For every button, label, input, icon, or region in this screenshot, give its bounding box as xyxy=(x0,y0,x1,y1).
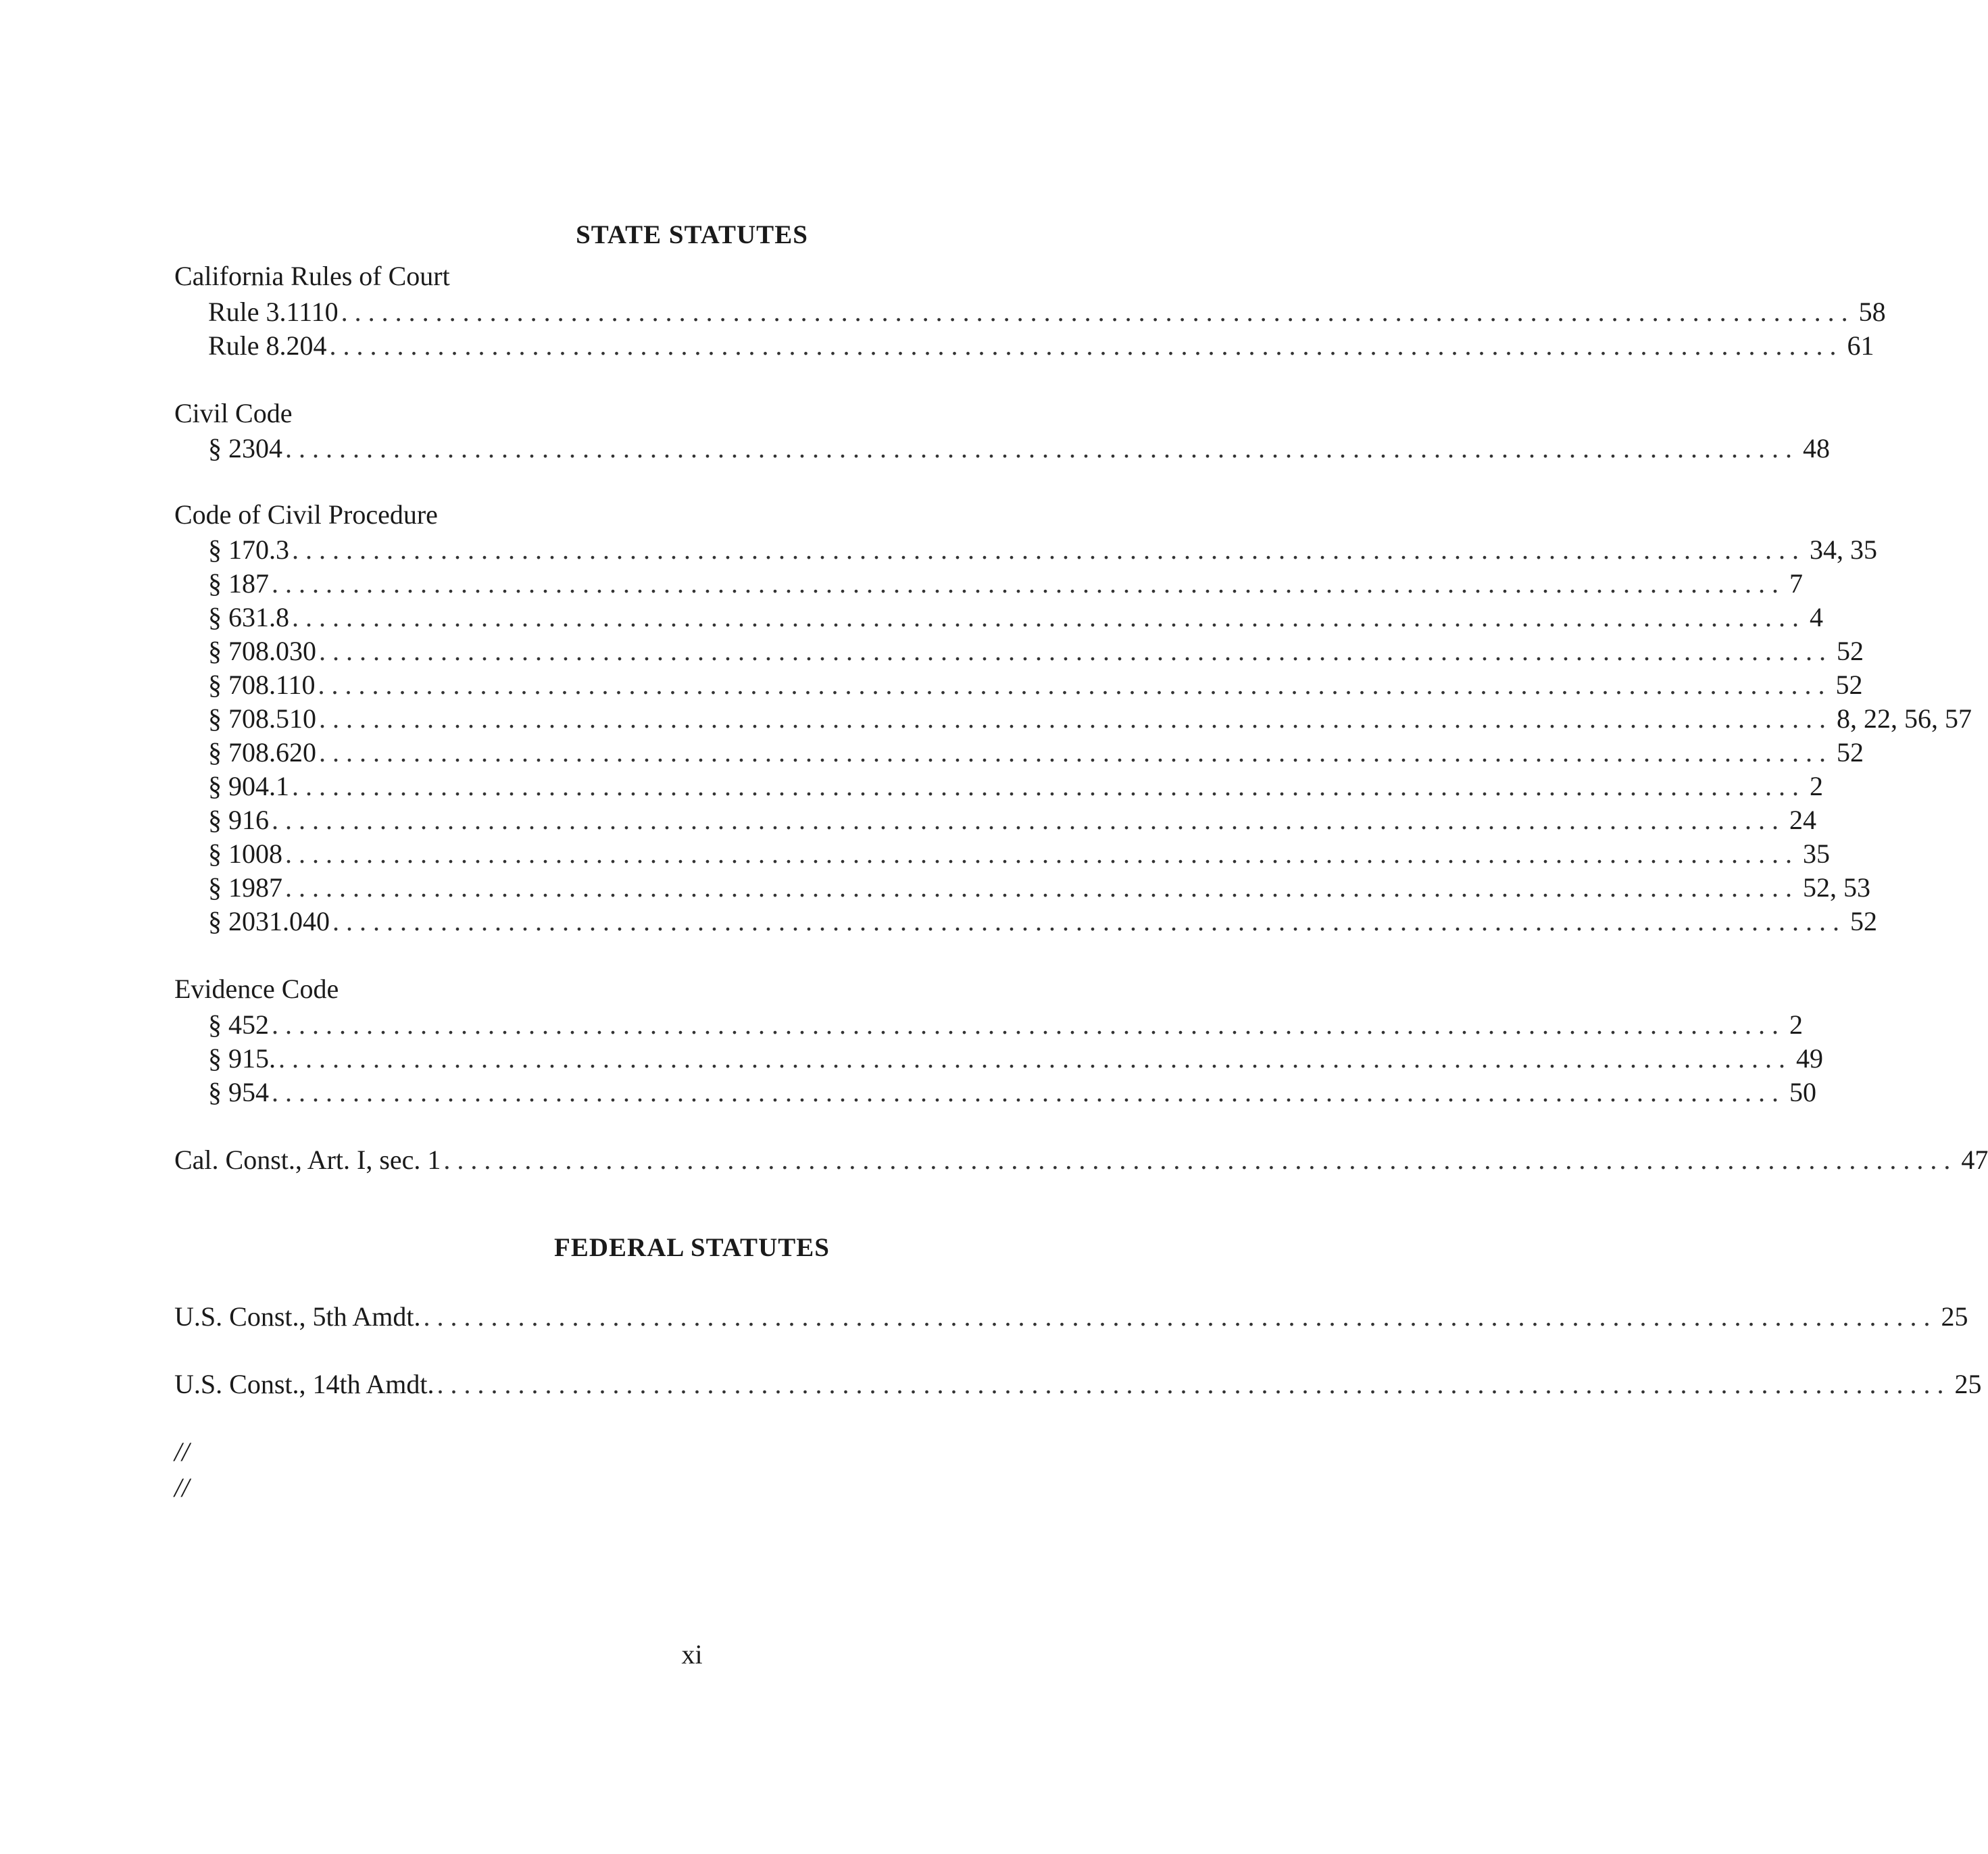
entry-label: § 708.030 xyxy=(208,636,316,666)
leader-dots: ................................................................................................................ xyxy=(443,1145,1958,1175)
toc-entry xyxy=(208,601,1823,633)
toc-entry xyxy=(174,1301,1968,1332)
toc-entry xyxy=(208,432,1830,464)
entry-label: Rule 8.204 xyxy=(208,330,327,361)
leader-dots: ................................................................................................................ xyxy=(329,330,1843,361)
toc-entry xyxy=(208,804,1816,836)
entry-pages: 7 xyxy=(1789,568,1803,599)
entry-label: § 708.110 xyxy=(208,670,316,700)
entry-pages: 35 xyxy=(1803,838,1830,869)
leader-dots: ................................................................................................................ xyxy=(292,602,1806,632)
toc-entry xyxy=(174,1144,1988,1176)
leader-dots: ................................................................................................................ xyxy=(272,1077,1785,1107)
group-title-evidence: Evidence Code xyxy=(174,974,339,1004)
toc-entry xyxy=(208,1043,1823,1074)
toc-entry xyxy=(208,635,1864,667)
page-number: xi xyxy=(681,1639,703,1670)
entry-pages: 61 xyxy=(1847,330,1874,361)
entry-pages: 48 xyxy=(1803,433,1830,464)
entry-label: Cal. Const., Art. I, sec. 1 xyxy=(174,1145,441,1175)
leader-dots: ................................................................................................................ xyxy=(319,703,1833,734)
entry-pages: 52 xyxy=(1850,906,1877,936)
leader-dots: ................................................................................................................ xyxy=(285,433,1799,464)
leader-dots: ................................................................................................................ xyxy=(278,1043,1792,1074)
toc-entry xyxy=(208,1009,1803,1041)
continuation-slashes: // xyxy=(174,1472,190,1503)
group-title-civil: Civil Code xyxy=(174,398,293,428)
leader-dots: ................................................................................................................ xyxy=(272,1009,1785,1040)
leader-dots: ................................................................................................................ xyxy=(318,670,1832,700)
entry-label: Rule 3.1110 xyxy=(208,297,339,327)
leader-dots: ................................................................................................................ xyxy=(423,1301,1937,1332)
continuation-slashes: // xyxy=(174,1436,190,1467)
entry-pages: 47 xyxy=(1961,1145,1988,1175)
toc-entry xyxy=(208,568,1803,599)
toc-entry xyxy=(208,330,1874,361)
entry-label: § 452 xyxy=(208,1009,269,1040)
entry-label: § 2031.040 xyxy=(208,906,330,936)
entry-label: § 1008 xyxy=(208,838,282,869)
entry-pages: 52 xyxy=(1835,670,1863,700)
toc-entry xyxy=(208,736,1864,768)
entry-pages: 2 xyxy=(1810,771,1823,801)
entry-label: § 170.3 xyxy=(208,534,289,565)
entry-label: § 631.8 xyxy=(208,602,289,632)
toc-entry xyxy=(208,872,1870,903)
entry-pages: 34, 35 xyxy=(1810,534,1877,565)
toc-entry xyxy=(208,905,1877,937)
entry-label: § 708.620 xyxy=(208,737,316,768)
entry-pages: 49 xyxy=(1796,1043,1823,1074)
leader-dots: ................................................................................................................ xyxy=(285,872,1799,903)
leader-dots: ................................................................................................................ xyxy=(437,1369,1951,1399)
entry-label: § 915. xyxy=(208,1043,276,1074)
entry-pages: 58 xyxy=(1858,297,1886,327)
entry-pages: 52 xyxy=(1837,737,1864,768)
entry-pages: 50 xyxy=(1789,1077,1816,1107)
toc-entry xyxy=(174,1368,1982,1400)
toc-entry xyxy=(208,1076,1816,1108)
entry-label: § 954 xyxy=(208,1077,269,1107)
entry-label: § 904.1 xyxy=(208,771,289,801)
leader-dots: ................................................................................................................ xyxy=(319,636,1833,666)
federal-statutes-heading: FEDERAL STATUTES xyxy=(554,1233,830,1262)
leader-dots: ................................................................................................................ xyxy=(292,771,1806,801)
entry-label: U.S. Const., 14th Amdt. xyxy=(174,1369,434,1399)
leader-dots: ................................................................................................................ xyxy=(272,568,1785,599)
entry-label: § 187 xyxy=(208,568,269,599)
entry-pages: 2 xyxy=(1789,1009,1803,1040)
toc-entry xyxy=(208,770,1823,802)
toc-entry xyxy=(208,296,1886,328)
toc-entry xyxy=(208,703,1972,734)
entry-pages: 8, 22, 56, 57 xyxy=(1837,703,1972,734)
toc-entry xyxy=(208,534,1877,566)
entry-label: § 916 xyxy=(208,805,269,835)
leader-dots: ................................................................................................................ xyxy=(319,737,1833,768)
entry-pages: 25 xyxy=(1954,1369,1982,1399)
entry-label: § 708.510 xyxy=(208,703,316,734)
leader-dots: ................................................................................................................ xyxy=(272,805,1785,835)
toc-entry xyxy=(208,838,1830,870)
leader-dots: ................................................................................................................ xyxy=(332,906,1846,936)
entry-label: § 1987 xyxy=(208,872,282,903)
entry-label: § 2304 xyxy=(208,433,282,464)
entry-pages: 52 xyxy=(1837,636,1864,666)
entry-pages: 24 xyxy=(1789,805,1816,835)
entry-pages: 4 xyxy=(1810,602,1823,632)
leader-dots: ................................................................................................................ xyxy=(292,534,1806,565)
group-title-ccp: Code of Civil Procedure xyxy=(174,499,438,530)
state-statutes-heading: STATE STATUTES xyxy=(576,220,808,249)
toc-entry xyxy=(208,669,1863,701)
group-title-crc: California Rules of Court xyxy=(174,261,450,291)
entry-pages: 25 xyxy=(1941,1301,1968,1332)
leader-dots: ................................................................................................................ xyxy=(341,297,1855,327)
entry-label: U.S. Const., 5th Amdt. xyxy=(174,1301,421,1332)
leader-dots: ................................................................................................................ xyxy=(285,838,1799,869)
entry-pages: 52, 53 xyxy=(1803,872,1870,903)
